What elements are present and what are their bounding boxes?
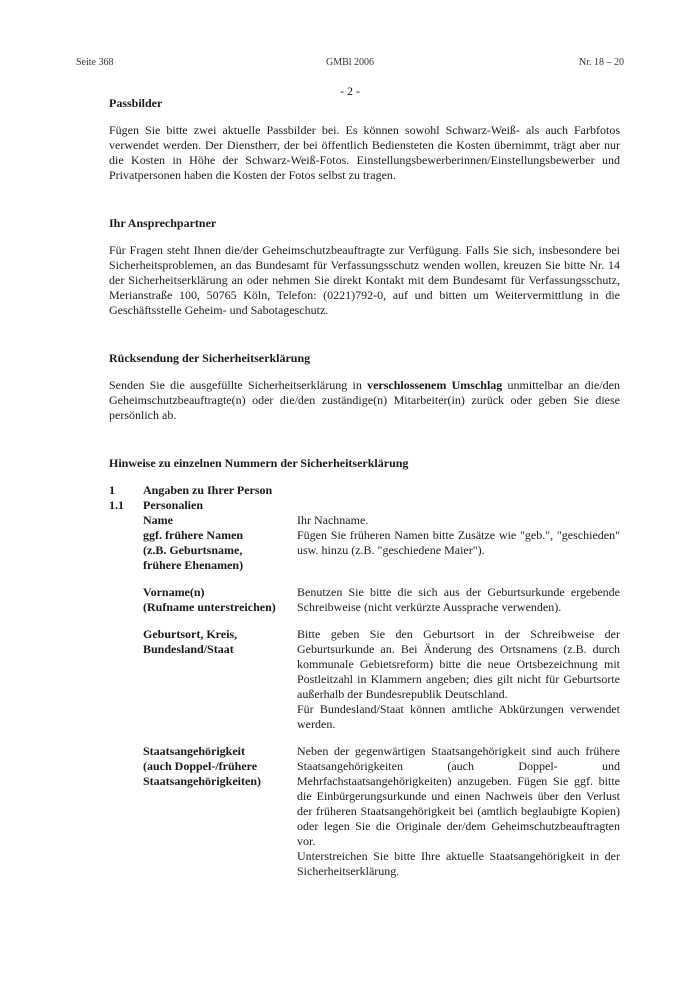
section-ruecksendung <box>109 351 620 423</box>
entry-text-line: Neben der gegenwärtigen Staatsangehörigkeit sind auch frühere Staatsangehörigkeiten (auch Doppel- und Mehrfachstaatsangehörigkeiten) anzugeben. Fügen Sie ggf. bitte die Einbürgerungsurkunde und einen Nachweis über den Verlust der früheren Staatsangehörigkeit bei (amtlich beglaubigte Kopien) oder legen Sie die Originale der/dem Geheimschutzbeauftragten vor. <box>297 744 620 848</box>
entry-label <box>143 744 297 879</box>
entry-text <box>297 585 620 615</box>
entry-label-line: Staatsangehörigkeit <box>143 744 245 758</box>
entry-label <box>143 627 297 732</box>
section-hinweise <box>109 456 620 879</box>
entry-label-line: Name <box>143 513 173 527</box>
item-title: Personalien <box>143 498 203 512</box>
entry-label-line: Geburtsort, Kreis, Bundesland/Staat <box>143 627 238 656</box>
entry-text-line: Bitte geben Sie den Geburtsort in der Schreibweise der Geburtsurkunde an. Bei Änderung des Ortsnamens (z.B. durch kommunale Gebietsreform) bitte die neue Ortsbezeichnung mit Postleitzahl in Klammern angeben; dies gilt nicht für Geburtsorte außerhalb der Bundesrepublik Deutschland. <box>297 627 620 701</box>
section-heading: Rücksendung der Sicherheitserklärung <box>109 351 311 365</box>
numbered-heading <box>109 498 620 513</box>
running-header <box>76 57 624 71</box>
entry-text <box>297 744 620 879</box>
section-heading: Ihr Ansprechpartner <box>109 216 217 230</box>
entry-label-line: ggf. frühere Namen <box>143 528 244 542</box>
section-heading: Hinweise zu einzelnen Nummern der Sicherheitserklärung <box>109 456 409 470</box>
section-passbilder <box>109 96 620 183</box>
entry-label-line: Vorname(n) <box>143 585 205 599</box>
journal-name: GMBl 2006 <box>325 57 375 68</box>
body-text: unmittelbar an die/den Geheimschutzbeauftragte(n) oder die/den zuständige(n) Mitarbeiter(in) zurück oder geben Sie diese persönlich ab. <box>109 378 620 422</box>
section-heading: Passbilder <box>109 96 163 110</box>
document-body <box>109 96 620 879</box>
issue-number: Nr. 18 – 20 <box>579 57 624 68</box>
hint-entry-vorname <box>109 585 620 615</box>
entry-label-line: (auch Doppel-/frühere Staatsangehörigkeiten) <box>143 759 261 788</box>
entry-label-line: frühere Ehenamen) <box>143 558 244 572</box>
body-text: Senden Sie die ausgefüllte Sicherheitserklärung in <box>109 378 368 392</box>
entry-label <box>143 585 297 615</box>
numbered-heading <box>109 483 620 498</box>
entry-label <box>143 513 297 573</box>
emphasis-text: verschlossenem Umschlag <box>367 378 503 392</box>
hint-entry-geburtsort <box>109 627 620 732</box>
entry-label-line: (z.B. Geburtsname, <box>143 543 243 557</box>
section-ansprechpartner <box>109 216 620 318</box>
entry-text-line: Unterstreichen Sie bitte Ihre aktuelle Staatsangehörigkeit in der Sicherheitserklärung. <box>297 849 620 878</box>
entry-text-line: Fügen Sie früheren Namen bitte Zusätze wie "geb.", "geschieden" usw. hinzu (z.B. "geschiedene Maier"). <box>297 528 620 557</box>
section-body: Fügen Sie bitte zwei aktuelle Passbilder bei. Es können sowohl Schwarz-Weiß- als auch Farbfotos verwendet werden. Der Dienstherr, der bei öffentlich Bediensteten die Kosten übernimmt, trägt aber nur die Kosten in Höhe der Schwarz-Weiß-Fotos. Einstellungsbewerberinnen/Einstellungsbewerber und Privatpersonen haben die Kosten der Fotos selbst zu tragen. <box>109 123 620 182</box>
entry-text <box>297 627 620 732</box>
entry-text <box>297 513 620 573</box>
item-number: 1.1 <box>109 498 124 512</box>
hint-entry-staatsangehoerigkeit <box>109 744 620 879</box>
entry-text-line: Für Bundesland/Staat können amtliche Abkürzungen verwendet werden. <box>297 702 620 731</box>
entry-text-line: Benutzen Sie bitte die sich aus der Geburtsurkunde ergebende Schreibweise (nicht verkürzte Aussprache verwenden). <box>297 585 620 614</box>
section-body <box>109 378 620 423</box>
entry-text-line: Ihr Nachname. <box>297 513 369 527</box>
entry-label-line: (Rufname unterstreichen) <box>143 600 276 614</box>
section-body: Für Fragen steht Ihnen die/der Geheimschutzbeauftragte zur Verfügung. Falls Sie sich, insbesondere bei Sicherheitsproblemen, an das Bundesamt für Verfassungsschutz wenden wollen, kreuzen Sie bitte Nr. 14 der Sicherheitserklärung an oder nehmen Sie direkt Kontakt mit dem Bundesamt für Verfassungsschutz, Merianstraße 100, 50765 Köln, Telefon: (0221)792-0, auf und bitten um Weitervermittlung in die Geschäftsstelle Geheim- und Sabotageschutz. <box>109 243 620 317</box>
item-number: 1 <box>109 483 115 497</box>
hint-entry-name <box>109 513 620 573</box>
page-number: - 2 - <box>340 84 360 98</box>
page-label: Seite 368 <box>76 57 114 68</box>
item-title: Angaben zu Ihrer Person <box>143 483 273 497</box>
